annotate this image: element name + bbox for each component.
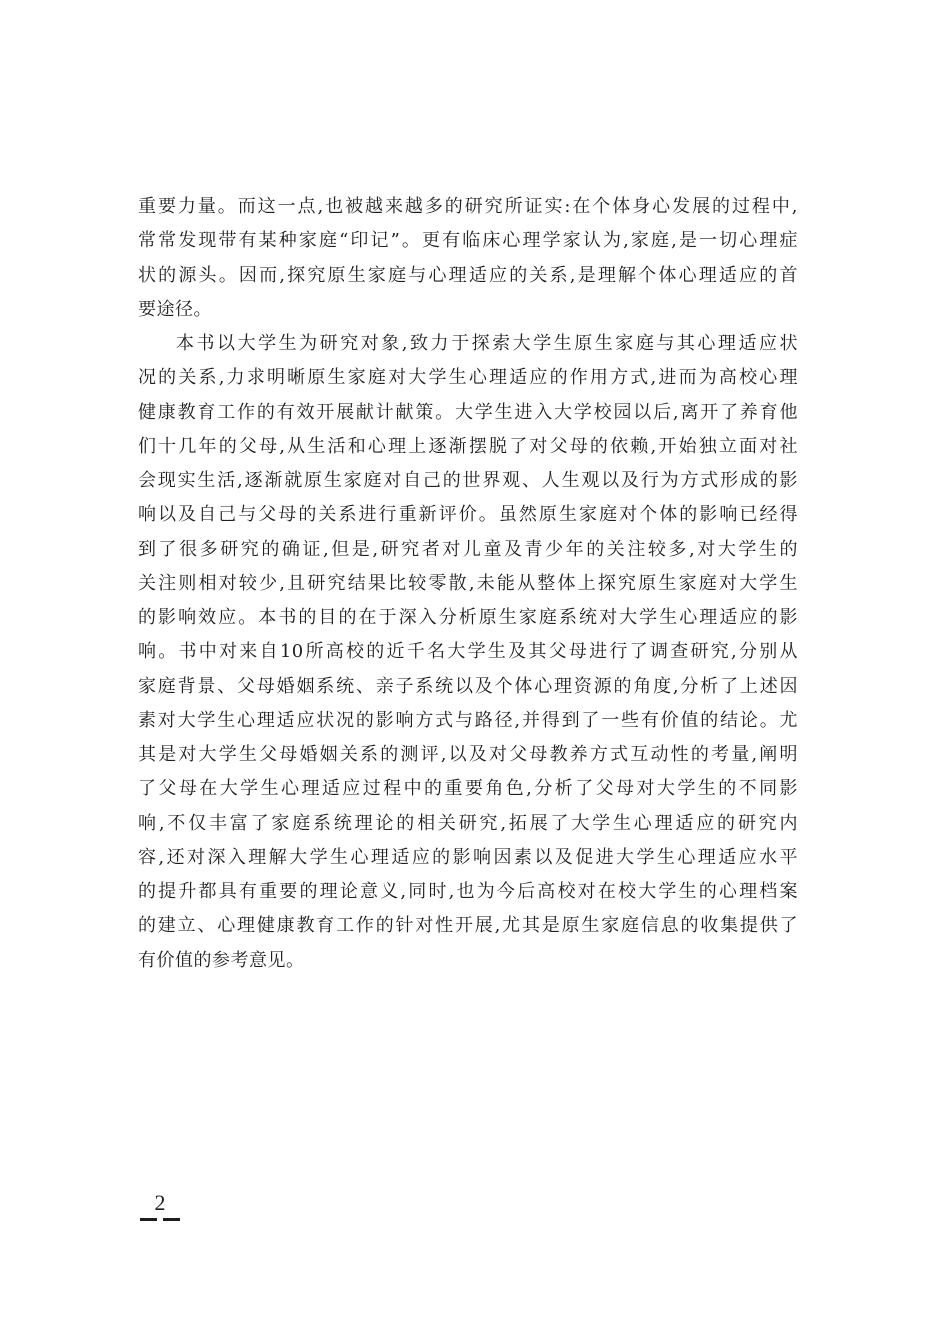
text-line: 常常发现带有某种家庭“印记”。更有临床心理学家认为,家庭,是一切心理症: [138, 230, 798, 252]
text-line: 的建立、心理健康教育工作的针对性开展,尤其是原生家庭信息的收集提供了: [138, 915, 798, 937]
text-line: 状的源头。因而,探究原生家庭与心理适应的关系,是理解个体心理适应的首: [138, 264, 798, 286]
text-line: 健康教育工作的有效开展献计献策。大学生进入大学校园以后,离开了养育他: [138, 401, 798, 423]
text-line: 容,还对深入理解大学生心理适应的影响因素以及促进大学生心理适应水平: [138, 846, 798, 868]
paragraph: [138, 327, 798, 978]
page-number-rule-right: [163, 1218, 180, 1221]
text-line: 本书以大学生为研究对象,致力于探索大学生原生家庭与其心理适应状: [176, 333, 798, 354]
text-line: 其是对大学生父母婚姻关系的测评,以及对父母教养方式互动性的考量,阐明: [138, 744, 798, 765]
text-line: 响。书中对来自10所高校的近千名大学生及其父母进行了调查研究,分别从: [138, 641, 798, 663]
text-line: 的影响效应。本书的目的在于深入分析原生家庭系统对大学生心理适应的影: [138, 607, 798, 628]
page-number: 2: [154, 1190, 166, 1215]
text-line: 要途径。: [138, 298, 212, 320]
text-line: 响以及自己与父母的关系进行重新评价。虽然原生家庭对个体的影响已经得: [138, 504, 798, 526]
body-text: [138, 190, 798, 978]
text-line: 到了很多研究的确证,但是,研究者对儿童及青少年的关注较多,对大学生的: [138, 538, 798, 560]
text-line: 素对大学生心理适应状况的影响方式与路径,并得到了一些有价值的结论。尤: [138, 709, 798, 731]
text-line: 会现实生活,逐渐就原生家庭对自己的世界观、人生观以及行为方式形成的影: [138, 470, 798, 491]
text-line: 响,不仅丰富了家庭系统理论的相关研究,拓展了大学生心理适应的研究内: [138, 812, 798, 834]
text-line: 关注则相对较少,且研究结果比较零散,未能从整体上探究原生家庭对大学生: [138, 572, 798, 594]
page-footer: [140, 1190, 180, 1222]
paragraph: [138, 190, 798, 327]
text-line: 重要力量。而这一点,也被越来越多的研究所证实:在个体身心发展的过程中,: [138, 196, 798, 217]
page-number-rule-left: [140, 1218, 157, 1221]
text-line: 况的关系,力求明晰原生家庭对大学生心理适应的作用方式,进而为高校心理: [138, 367, 798, 389]
text-line: 们十几年的父母,从生活和心理上逐渐摆脱了对父母的依赖,开始独立面对社: [138, 435, 798, 457]
text-line: 的提升都具有重要的理论意义,同时,也为今后高校对在校大学生的心理档案: [138, 881, 798, 902]
text-line: 有价值的参考意见。: [138, 949, 305, 971]
page-number-rule: [140, 1218, 180, 1222]
text-line: 了父母在大学生心理适应过程中的重要角色,分析了父母对大学生的不同影: [138, 778, 798, 800]
text-line: 家庭背景、父母婚姻系统、亲子系统以及个体心理资源的角度,分析了上述因: [138, 675, 798, 697]
